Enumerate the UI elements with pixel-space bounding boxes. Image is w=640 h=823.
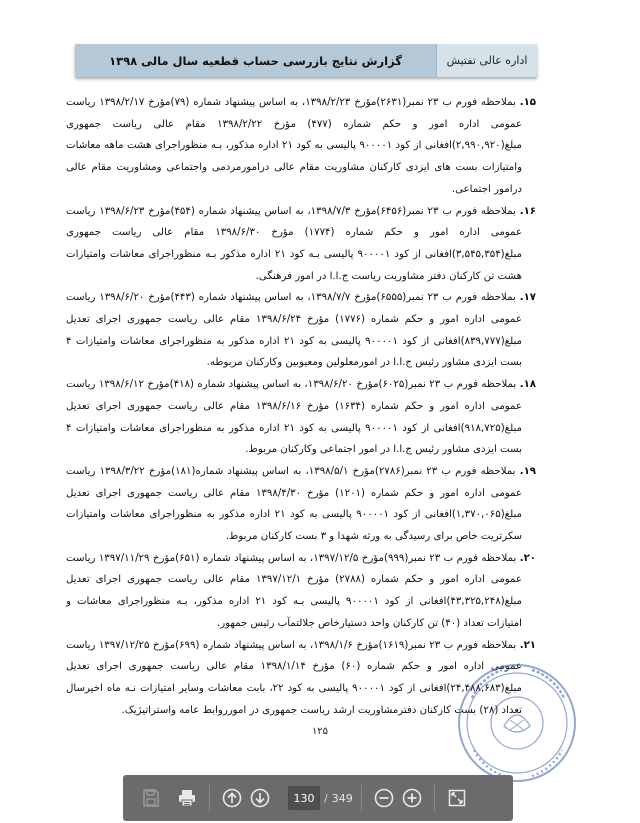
- paragraph-text: بملاحظه فورم ب ۲۳ نمبر(۲۶۳۱)مؤرخ ۱۳۹۸/۲/۲۳، به اساس پیشنهاد شماره (۷۹)مؤرخ ۱۳۹۸/۲/۱۷ ریاست عمومی اداره امور و حکم شماره (۴۷۷) مؤرخ ۱۳۹۸/۲/۲۲ مقام عالی ریاست جمهوری مبلغ(۲,۹۹۰,۹۲۰)افغانی از کود ۹۰۰۰۰۱ پالیسی به کود ۲۱ اداره مذکور، بـه منظوراجرای هشت ماهه معاشات وامتیازات بست های ایزدی کارکنان مشاوریت مقام عالی درامورمردمی واجتماعی ومشاوریت مقام عالی درامور اجتماعی.: [66, 97, 522, 195]
- report-body: [66, 92, 536, 721]
- header-report-title: گزارش نتایج بازرسی حساب قطعیه سال مالی ۱۳۹۸: [75, 44, 436, 77]
- page-separator: /: [324, 791, 328, 805]
- paragraph-number: ۱۷.: [519, 292, 537, 304]
- toolbar-divider: [209, 785, 210, 811]
- zoom-out-icon: [374, 788, 394, 808]
- page-header: [75, 44, 537, 77]
- paragraph-15: [66, 92, 536, 201]
- total-pages: 349: [331, 791, 353, 805]
- pdf-viewer-toolbar: [123, 775, 513, 821]
- paragraph-16: [66, 201, 536, 288]
- paragraph-number: ۱۶.: [519, 205, 537, 217]
- next-page-button[interactable]: [246, 784, 274, 812]
- paragraph-text: بملاحظه فورم ب ۲۳ نمبر(۶۴۵۶)مؤرخ ۱۳۹۸/۷/۳، به اساس پیشنهاد شماره (۴۵۴)مؤرخ ۱۳۹۸/۶/۲۳ ریاست عمومی اداره امور و حکم شماره (۱۷۷۴) مؤرخ ۱۳۹۸/۶/۳۰ مقام عالی ریاست جمهوری مبلغ(۳,۵۴۵,۳۵۴)افغانی از کود ۹۰۰۰۰۱ پالیسی بـه کود ۲۱ اداره مذکور بـه منظوراجرای معاشات وامتیازات هشت تن کارکنان دفتر مشاوریت ریاست ج.ا.ا در امور فرهنگی.: [66, 205, 523, 282]
- current-page-input[interactable]: [288, 786, 320, 810]
- zoom-out-button[interactable]: [370, 784, 398, 812]
- printer-icon: [177, 788, 197, 808]
- zoom-in-icon: [402, 788, 422, 808]
- previous-page-button[interactable]: [218, 784, 246, 812]
- paragraph-number: ۱۸.: [519, 379, 537, 391]
- header-office-name: اداره عالی تفتیش: [436, 44, 537, 77]
- paragraph-text: بملاحظه فورم ب ۲۳ نمبر(۹۹۹)مؤرخ ۱۳۹۷/۱۲/۵، به اساس پیشنهاد شماره (۶۵۱)مؤرخ ۱۳۹۷/۱۱/۲۹ ریاست عمومی اداره امور و حکم شماره (۲۷۸۸) مؤرخ ۱۳۹۷/۱۲/۱ مقام عالی ریاست جمهوری اجرای تعدیل مبلغ(۴۳,۳۲۵,۲۴۸)افغانی از کود ۹۰۰۰۰۱ پالیسی بـه کود ۲۱ اداره مذکور، بـه منظوراجرای معاشات و امتیازات تعداد (۴۰) تن کارکنان واحد دستیارخاص جلالتمآب رئیس جمهور.: [66, 552, 523, 629]
- paragraph-text: بملاحظه فورم ب ۲۳ نمبر(۱۶۱۹)مؤرخ ۱۳۹۸/۱/۶، به اساس پیشنهاد شماره (۶۹۹)مؤرخ ۱۳۹۷/۱۲/۲۵ ریاست عمومی اداره امور و حکم شماره (۶۰) مؤرخ ۱۳۹۸/۱/۱۴ مقام عالی ریاست جمهوری اجرای تعدیل مبلغ(۲۴,۴۸۸,۶۸۳)افغانی از کود ۹۰۰۰۰۱ پالیسی به کود ۲۲، بابت معاشات وسایر امتیازات نـه ماه اخیرسال تعداد (۲۸) بست کارکنان دفترمشاوریت ارشد ریاست جمهوری در امورروابط عامه واستراتیژیک.: [66, 639, 523, 716]
- toolbar-divider: [434, 785, 435, 811]
- arrow-up-circle-icon: [222, 788, 242, 808]
- paragraph-text: بملاحظه فورم ب ۲۳ نمبر(۶۰۲۵)مؤرخ ۱۳۹۸/۶/۲۰، به اساس پیشنهاد شماره (۴۱۸)مؤرخ ۱۳۹۸/۶/۱۲ ریاست عمومی اداره امور و حکم شماره (۱۶۳۴) مؤرخ ۱۳۹۸/۶/۱۶ مقام عالی ریاست جمهوری اجرای تعدیل مبلغ(۹۱۸,۷۲۵)افغانی از کود ۹۰۰۰۰۱ پالیسی به کود ۲۱ اداره مذکور به منظوراجرای معاشات وامتیازات ۴ بست ایزدی مشاور رئیس ج.ا.ا در امور اجتماعی وکارکنان مربوط.: [66, 379, 523, 456]
- paragraph-number: ۱۹.: [519, 465, 536, 477]
- paragraph-number: ۲۱.: [519, 639, 537, 651]
- paragraph-17: [66, 287, 536, 374]
- print-button[interactable]: [173, 784, 201, 812]
- official-stamp-icon: [452, 658, 582, 788]
- page-number: ۱۲۵: [311, 726, 329, 737]
- paragraph-text: بملاحظه فورم ب ۲۳ نمبر(۶۵۵۵)مؤرخ ۱۳۹۸/۷/۷، به اساس پیشنهاد شماره (۴۴۳)مؤرخ ۱۳۹۸/۶/۲۰ ریاست عمومی اداره امور و حکم شماره (۱۷۷۶) مؤرخ ۱۳۹۸/۶/۲۴ مقام عالی ریاست جمهوری اجرای تعدیل مبلغ(۸۳۹,۷۷۷)افغانی از کود ۹۰۰۰۰۱ پالیسی به کود ۲۱ اداره مذکور به منظوراجرای معاشات وامتیازات ۴ بست ایزدی مشاور رئیس ج.ا.ا در امورمعلولین ومعیوبین وکارکنان مربوطه.: [66, 292, 523, 369]
- zoom-in-button[interactable]: [398, 784, 426, 812]
- paragraph-number: ۲۰.: [519, 552, 537, 564]
- save-button[interactable]: [137, 784, 165, 812]
- paragraph-18: [66, 374, 536, 461]
- toolbar-divider: [361, 785, 362, 811]
- paragraph-text: بملاحظه فورم ب ۲۳ نمبر(۲۷۸۶)مؤرخ ۱۳۹۸/۵/۱، به اساس پیشنهاد شماره(۱۸۱)مؤرخ ۱۳۹۸/۳/۲۲ ریاست عمومی اداره امور و حکم شماره (۱۲۰۱) مؤرخ ۱۳۹۸/۴/۳۰ مقام عالی ریاست جمهوری اجرای تعدیل مبلغ(۱,۳۷۰,۰۶۵)افغانی از کود ۹۰۰۰۰۱ پالیسی به کود ۲۱ اداره مذکور به منظوراجرای معاشات وامتیازات سکرتریت خاص برای رسیدگی به ورثه شهدا و ۳ بست کارکنان مربوط.: [66, 465, 523, 543]
- fit-page-button[interactable]: [443, 784, 471, 812]
- arrow-down-circle-icon: [250, 788, 270, 808]
- paragraph-20: [66, 548, 536, 635]
- fit-to-page-icon: [447, 788, 467, 808]
- paragraph-number: ۱۵.: [519, 97, 537, 108]
- paragraph-19: [66, 461, 536, 548]
- save-icon: [141, 788, 161, 808]
